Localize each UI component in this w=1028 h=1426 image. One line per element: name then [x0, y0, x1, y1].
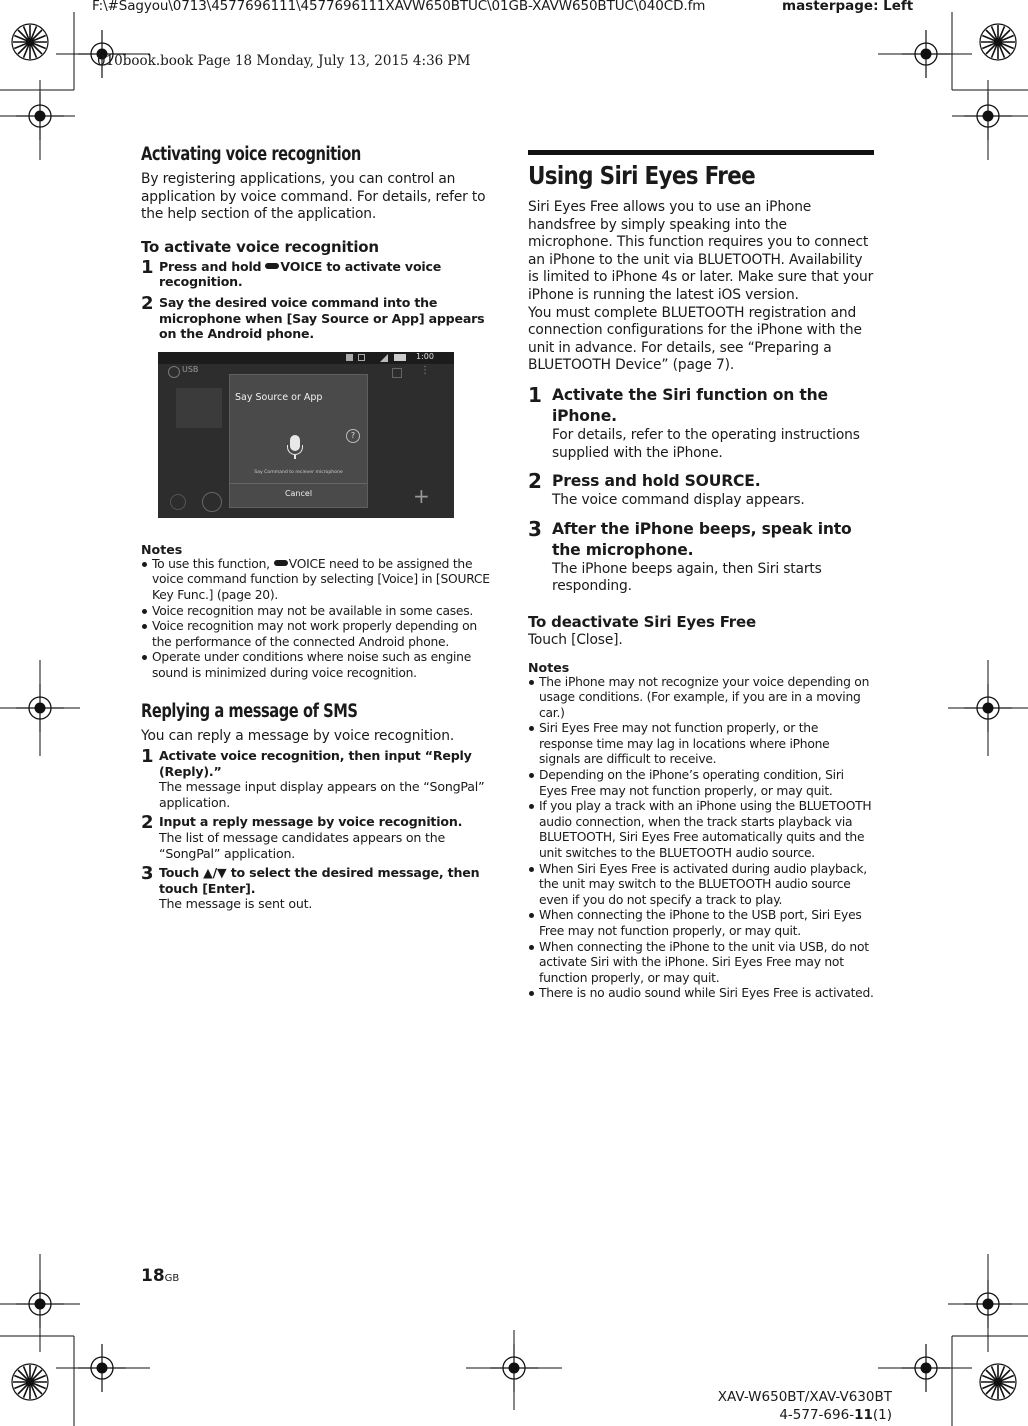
siri-heading-rule	[528, 150, 874, 193]
file-path: F:\#Sagyou\0713\4577696111\4577696111XAVW650BTUC\01GB-XAVW650BTUC\040CD.fm	[92, 0, 706, 14]
siri-intro-1: Siri Eyes Free allows you to use an iPhone handsfree by simply speaking into the microphone. This function requires you to connect an iPhone to the unit via BLUETOOTH. Availability is limited to iPhone 4s or later. Make sure that your iPhone is running the latest iOS version.	[528, 199, 874, 303]
android-screen-figure	[158, 352, 454, 518]
note-item: If you play a track with an iPhone using the BLUETOOTH audio connection, when the track starts playback via BLUETOOTH, Siri Eyes Free automatically quits and the unit switches to the BLUETOOTH audio source.	[528, 799, 874, 861]
step-number: 2	[141, 812, 154, 834]
step-title: Input a reply message by voice recognition.	[159, 814, 463, 830]
microphone-icon-base	[287, 445, 303, 455]
note-item: When Siri Eyes Free is activated during audio playback, the unit may switch to the BLUETOOTH audio source even if you do not specify a track to play.	[528, 862, 874, 909]
app-icon	[168, 366, 180, 378]
deactivate-text: Touch [Close].	[528, 631, 623, 648]
album-art	[176, 388, 222, 428]
add-icon: +	[413, 483, 430, 508]
status-bar	[158, 352, 454, 364]
help-icon: ?	[346, 429, 360, 443]
right-column	[528, 150, 874, 1002]
section-heading-sms: Replying a message of SMS	[141, 700, 358, 722]
step-title: Press and hold SOURCE.	[552, 472, 761, 491]
play-icon	[202, 492, 222, 512]
step-title: Touch ▲/▼ to select the desired message, then touch [Enter].	[159, 865, 480, 896]
note-item: Operate under conditions where noise such as engine sound is minimized during voice recognition.	[141, 650, 491, 681]
step-number: 2	[528, 469, 542, 494]
notes-title: Notes	[528, 659, 570, 675]
more-icon: ⋮	[420, 364, 430, 376]
voice-button-icon	[274, 560, 288, 566]
dialog-title: Say Source or App	[235, 391, 323, 403]
sms-step-2	[141, 814, 491, 861]
step-title: After the iPhone beeps, speak into the microphone.	[552, 519, 852, 559]
book-info: 010book.book Page 18 Monday, July 13, 2015 4:36 PM	[97, 53, 471, 69]
step-desc: The iPhone beeps again, then Siri starts responding.	[552, 560, 822, 595]
notification-icon	[358, 354, 365, 361]
voice-intro: By registering applications, you can control an application by voice command. For details, refer to the help section of the application.	[141, 171, 486, 223]
sms-step-3	[141, 865, 491, 912]
star-target-icon	[980, 1364, 1016, 1400]
step-desc: The list of message candidates appears on the “SongPal” application.	[159, 830, 446, 861]
siri-step-1	[528, 382, 874, 462]
microphone-icon-stem	[294, 455, 296, 459]
sms-intro: You can reply a message by voice recognition.	[141, 727, 455, 744]
note-item: Voice recognition may not work properly depending on the performance of the connected Android phone.	[141, 619, 491, 650]
step-title: Activate the Siri function on the iPhone.	[552, 385, 828, 425]
step-title: Activate voice recognition, then input “Reply (Reply).”	[159, 748, 472, 779]
dialog-divider	[230, 483, 367, 484]
note-item: The iPhone may not recognize your voice depending on usage conditions. (For example, if you are in a moving car.)	[528, 675, 874, 722]
step-number: 1	[528, 382, 542, 407]
document-code: 4-577-696-11(1)	[779, 1407, 892, 1423]
voice-button-icon	[265, 263, 279, 269]
proc-heading-activate: To activate voice recognition	[141, 237, 379, 256]
step-desc: The voice command display appears.	[552, 492, 805, 509]
note-item: Voice recognition may not be available in some cases.	[141, 604, 491, 620]
usb-source-label: USB	[182, 364, 199, 374]
note-item: When connecting the iPhone to the unit via USB, do not activate Siri with the iPhone. Siri Eyes Free may not function properly, or may quit.	[528, 940, 874, 987]
step-number: 1	[141, 746, 154, 768]
note-item: Siri Eyes Free may not function properly, or the response time may lag in locations where iPhone signals are difficult to receive.	[528, 721, 874, 768]
proc-heading-deactivate: To deactivate Siri Eyes Free	[528, 612, 756, 631]
signal-icon	[380, 354, 388, 362]
notification-icon	[346, 354, 353, 361]
left-column	[141, 143, 491, 912]
voice-notes	[141, 557, 491, 682]
siri-step-2	[528, 471, 874, 510]
voice-dialog	[229, 374, 368, 508]
footer-info	[718, 1388, 892, 1424]
step-desc: The message is sent out.	[159, 896, 313, 912]
section-heading-voice: Activating voice recognition	[141, 144, 361, 165]
notes-title: Notes	[141, 541, 183, 557]
step-desc: For details, refer to the operating instructions supplied with the iPhone.	[552, 426, 860, 461]
note-item: When connecting the iPhone to the USB port, Siri Eyes Free may not function properly, or may quit.	[528, 908, 874, 939]
list-icon	[392, 368, 402, 378]
sms-step-1	[141, 748, 491, 810]
siri-notes	[528, 675, 874, 1002]
step-number: 3	[528, 516, 542, 541]
dialog-hint: Say Command to reciever microphone	[254, 469, 343, 475]
siri-intro-2: You must complete BLUETOOTH registration and connection configurations for the iPhone with the unit in advance. For details, see “Preparing a BLUETOOTH Device” (page 7).	[528, 304, 862, 374]
star-target-icon	[12, 24, 48, 60]
voice-step-1	[141, 256, 491, 290]
step-title: Say the desired voice command into the microphone when [Say Source or App] appears on the Android phone.	[159, 294, 485, 342]
step-desc: The message input display appears on the “SongPal” application.	[159, 779, 485, 810]
note-item: To use this function, VOICE need to be assigned the voice command function by selecting [Voice] in [SOURCE Key Func.] (page 20).	[141, 557, 491, 604]
step-number: 2	[141, 292, 154, 314]
clock-time: 1:00	[416, 351, 434, 361]
section-heading-siri: Using Siri Eyes Free	[528, 161, 756, 190]
star-target-icon	[12, 1364, 48, 1400]
star-target-icon	[980, 24, 1016, 60]
battery-icon	[394, 354, 406, 361]
prev-icon	[170, 494, 186, 510]
step-title: VOICE to activate voice recognition.	[159, 258, 442, 290]
step-title: Press and hold	[159, 258, 262, 274]
cancel-button[interactable]: Cancel	[284, 488, 313, 498]
step-number: 1	[141, 256, 154, 278]
note-item: There is no audio sound while Siri Eyes Free is activated.	[528, 986, 874, 1002]
masterpage-label: masterpage: Left	[782, 0, 914, 14]
voice-step-2	[141, 292, 491, 342]
page-number: 18GB	[141, 1266, 180, 1286]
siri-step-3	[528, 516, 874, 596]
note-item: Depending on the iPhone’s operating condition, Siri Eyes Free may not function properly, or may quit.	[528, 768, 874, 799]
step-number: 3	[141, 863, 154, 885]
model-numbers: XAV-W650BT/XAV-V630BT	[717, 1389, 892, 1405]
